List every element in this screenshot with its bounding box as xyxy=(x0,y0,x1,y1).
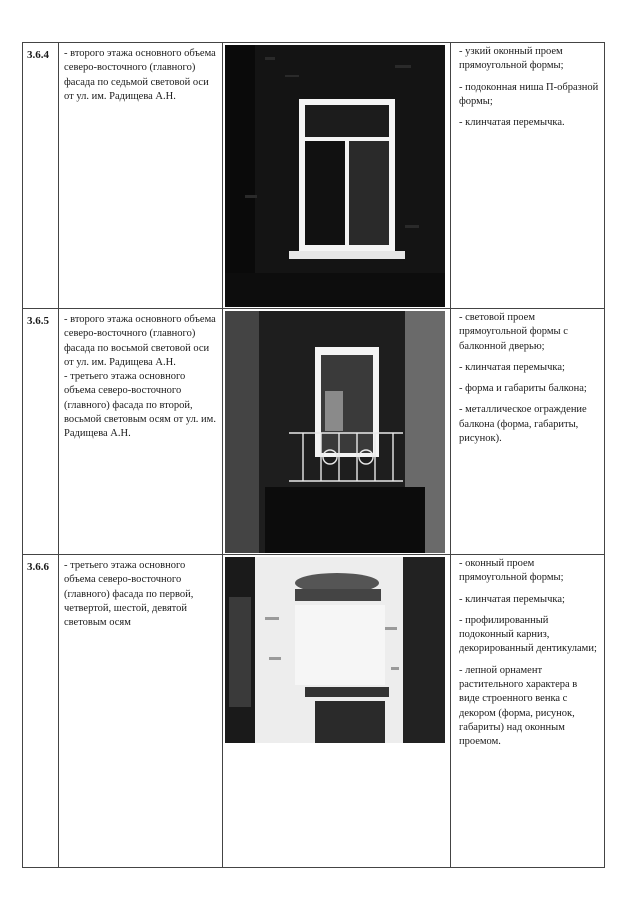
table-row xyxy=(23,43,604,309)
item-text: - металлическое ограждение балкона (форма, габариты, рисунок). xyxy=(459,404,587,445)
balcony-photo-icon xyxy=(225,311,445,553)
row-items xyxy=(451,309,604,554)
row-photo xyxy=(223,555,451,867)
row-items xyxy=(451,555,604,867)
row-photo xyxy=(223,309,451,554)
row-items xyxy=(451,43,604,308)
item-text: - форма и габариты балкона; xyxy=(459,383,587,395)
elements-table xyxy=(22,42,605,868)
row-number: 3.6.4 xyxy=(23,43,59,308)
table-row xyxy=(23,309,604,555)
description-line: - второго этажа основного объема северо-восточного (главного) фасада по восьмой световой оси от ул. им. Радищева А.Н. xyxy=(64,314,216,368)
item-text: - клинчатая перемычка. xyxy=(459,117,565,129)
item-text: - подоконная ниша П-образной формы; xyxy=(459,81,599,107)
description-line: - третьего этажа основного объема северо-восточного (главного) фасада по второй, восьмой световым осям от ул. им. Радищева А.Н. xyxy=(64,371,216,440)
item-text: - узкий оконный проем прямоугольной формы; xyxy=(459,46,564,72)
description-line: - второго этажа основного объема северо-восточного (главного) фасада по седьмой световой оси от ул. им. Радищева А.Н. xyxy=(64,48,216,102)
row-description xyxy=(59,43,223,308)
description-line: - третьего этажа основного объема северо-восточного (главного) фасада по первой, четвертой, шестой, девятой световым осям xyxy=(64,560,194,629)
item-text: - клинчатая перемычка; xyxy=(459,361,565,373)
facade-photo-icon xyxy=(225,557,445,743)
row-photo xyxy=(223,43,451,308)
item-text: - световой проем прямоугольной формы с балконной дверью; xyxy=(459,312,568,352)
item-text: - профилированный подоконный карниз, декорированный дентикулами; xyxy=(459,614,597,655)
row-description xyxy=(59,555,223,867)
table-row xyxy=(23,555,604,867)
item-text: - клинчатая перемычка; xyxy=(459,593,565,605)
item-text: - лепной орнамент растительного характера в виде строенного венка с декором (форма, рисунок, габариты) над оконным проемом. xyxy=(459,664,578,748)
item-text: - оконный проем прямоугольной формы; xyxy=(459,558,564,584)
row-description xyxy=(59,309,223,554)
row-number: 3.6.6 xyxy=(23,555,59,867)
row-number: 3.6.5 xyxy=(23,309,59,554)
window-photo-icon xyxy=(225,45,445,307)
